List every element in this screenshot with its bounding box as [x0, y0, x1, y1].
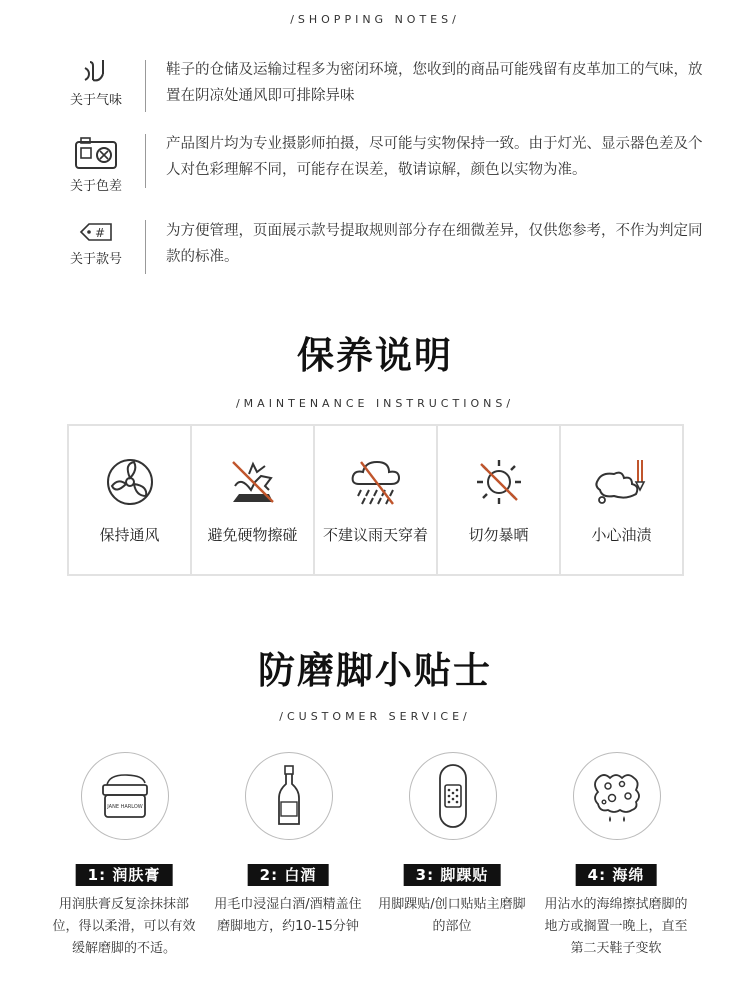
no-rain-icon [347, 456, 405, 508]
note-style-number [0, 218, 750, 288]
maintenance-label: 小心油渍 [591, 526, 652, 544]
fan-icon [104, 456, 156, 508]
tip-circle [573, 752, 661, 840]
note-text: 鞋子的仓储及运输过程多为密闭环境，您收到的商品可能残留有皮革加工的气味，放置在阴凉处通风即可排除异味 [166, 62, 703, 104]
tip-desc: 用润肤膏反复涂抹抹部位，得以柔滑，可以有效缓解磨脚的不适。 [52, 897, 196, 956]
tip-item-cream [49, 752, 199, 992]
camera-icon [73, 137, 119, 169]
tip-title: 4: 海绵 [576, 864, 657, 886]
note-text: 为方便管理，页面展示款号提取规则部分存在细微差异，仅供您参考，不作为判定同款的标准。 [166, 223, 703, 265]
tip-item-bandage [377, 752, 527, 992]
tag-icon [79, 222, 113, 242]
note-label: 关于款号 [69, 252, 122, 267]
maintenance-item-ventilate [69, 426, 192, 574]
maintenance-label: 切勿暴晒 [468, 526, 529, 544]
tip-desc: 用毛巾浸湿白酒/酒精盖住磨脚地方，约10-15分钟 [214, 897, 362, 934]
tip-title: 1: 润肤膏 [76, 864, 173, 886]
no-hard-object-icon [225, 456, 281, 508]
tip-circle [245, 752, 333, 840]
tip-desc: 用脚踝贴/创口贴贴主磨脚的部位 [378, 897, 526, 934]
maintenance-grid [67, 424, 684, 576]
smell-icon [76, 56, 116, 84]
maintenance-item-no-rain [315, 426, 438, 574]
shopping-notes-header: /SHOPPING NOTES/ [290, 13, 460, 26]
note-label: 关于色差 [69, 179, 122, 194]
note-color [0, 131, 750, 201]
tips-subtitle: /CUSTOMER SERVICE/ [279, 710, 471, 723]
maintenance-item-no-sun [438, 426, 561, 574]
maintenance-label: 避免硬物擦碰 [207, 526, 298, 544]
tip-circle [81, 752, 169, 840]
note-text: 产品图片均为专业摄影师拍摄，尽可能与实物保持一致。由于灯光、显示器色差及个人对色彩理解不同，可能存在误差，敬请谅解，颜色以实物为准。 [166, 136, 703, 178]
note-divider [145, 60, 146, 112]
bottle-icon [275, 764, 303, 828]
sponge-icon [588, 768, 646, 824]
maintenance-item-avoid-hard-objects [192, 426, 315, 574]
note-divider [145, 134, 146, 188]
tips-title: 防磨脚小贴士 [258, 649, 492, 692]
cream-jar-icon [99, 771, 151, 821]
tip-title: 3: 脚踝贴 [404, 864, 501, 886]
note-smell [0, 56, 750, 126]
maintenance-item-oil-stain [561, 426, 682, 574]
tip-item-sponge [541, 752, 691, 992]
maintenance-subtitle: /MAINTENANCE INSTRUCTIONS/ [235, 397, 515, 410]
svg-text:#: # [95, 226, 106, 240]
note-divider [145, 220, 146, 274]
tip-circle [409, 752, 497, 840]
bandage-icon [437, 763, 469, 829]
maintenance-label: 不建议雨天穿着 [322, 526, 428, 544]
note-label: 关于气味 [69, 93, 122, 108]
maintenance-title: 保养说明 [297, 334, 453, 377]
svg-text:JANE HARLOW: JANE HARLOW [107, 804, 143, 810]
tip-item-liquor [213, 752, 363, 992]
tip-title: 2: 白酒 [248, 864, 329, 886]
oil-stain-icon [592, 456, 652, 508]
no-sun-icon [473, 456, 525, 508]
tip-desc: 用沾水的海绵擦拭磨脚的地方或搁置一晚上，直至第二天鞋子变软 [544, 897, 688, 956]
maintenance-label: 保持通风 [99, 526, 160, 544]
